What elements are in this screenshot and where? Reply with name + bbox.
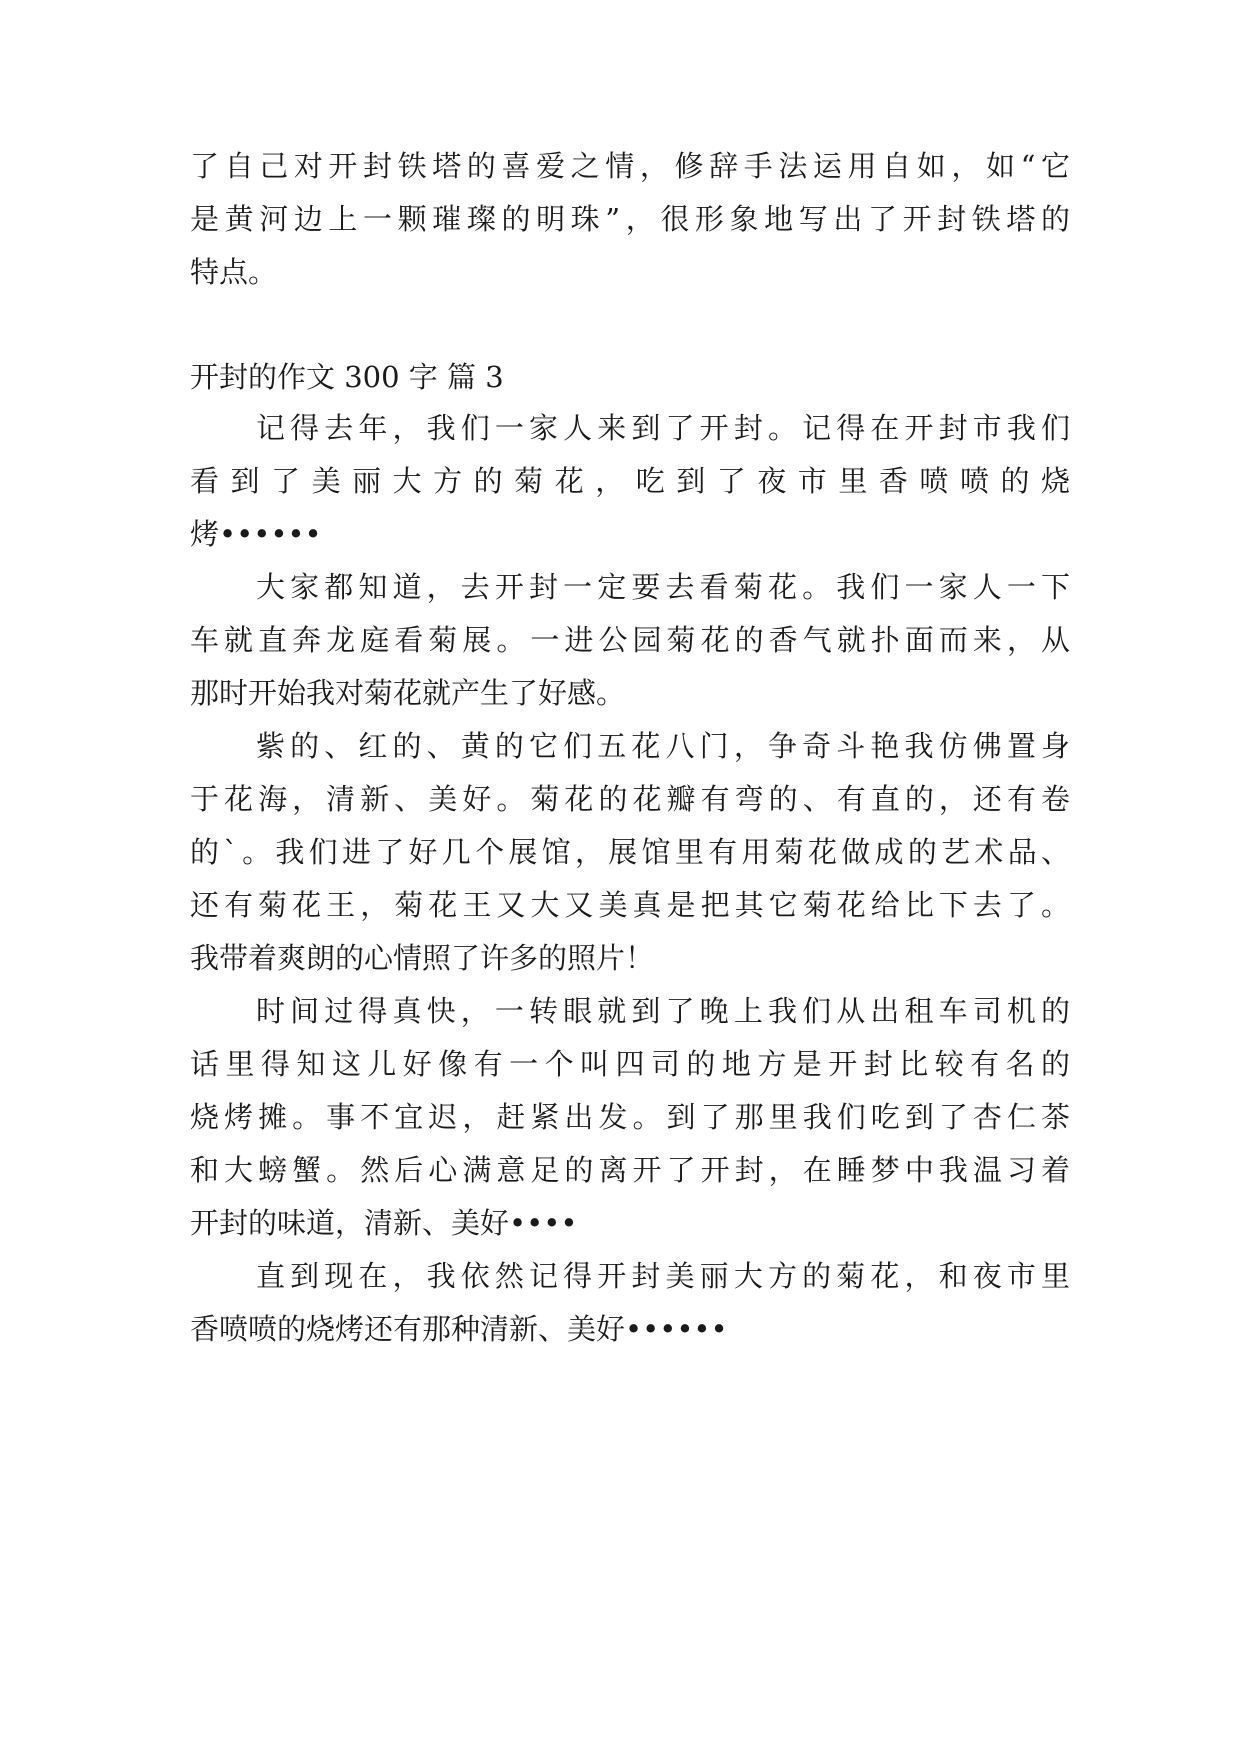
intro-line-2: 是黄河边上一颗璀璨的明珠”，很形象地写出了开封铁塔的 — [190, 202, 1070, 236]
paragraph-3-line-4: 还有菊花王，菊花王又大又美真是把其它菊花给比下去了。 — [190, 888, 1070, 922]
paragraph-3-line-1: 紫的、红的、黄的它们五花八门，争奇斗艳我仿佛置身 — [256, 729, 1070, 763]
paragraph-2-line-2: 车就直奔龙庭看菊展。一进公园菊花的香气就扑面而来，从 — [190, 623, 1070, 657]
intro-line-1: 了自己对开封铁塔的喜爱之情，修辞手法运用自如，如“它 — [190, 149, 1070, 183]
intro-line-3: 特点。 — [190, 255, 278, 289]
section-heading: 开封的作文 300 字 篇 3 — [190, 360, 504, 394]
paragraph-3-line-3: 的`。我们进了好几个展馆，展馆里有用菊花做成的艺术品、 — [190, 835, 1070, 869]
paragraph-3-line-2: 于花海，清新、美好。菊花的花瓣有弯的、有直的，还有卷 — [190, 782, 1070, 816]
paragraph-4-line-2: 话里得知这儿好像有一个叫四司的地方是开封比较有名的 — [190, 1047, 1070, 1081]
paragraph-1-line-2: 看到了美丽大方的菊花，吃到了夜市里香喷喷的烧 — [190, 464, 1070, 498]
paragraph-5-line-2: 香喷喷的烧烤还有那种清新、美好•••••• — [190, 1312, 728, 1346]
paragraph-2-line-1: 大家都知道，去开封一定要去看菊花。我们一家人一下 — [256, 570, 1070, 604]
paragraph-2-line-3: 那时开始我对菊花就产生了好感。 — [190, 676, 626, 710]
paragraph-4-line-5: 开封的味道，清新、美好•••• — [190, 1206, 578, 1240]
paragraph-3-line-5: 我带着爽朗的心情照了许多的照片！ — [190, 941, 655, 975]
paragraph-4-line-1: 时间过得真快，一转眼就到了晚上我们从出租车司机的 — [256, 994, 1070, 1028]
paragraph-1-line-3: 烤•••••• — [190, 517, 322, 551]
paragraph-1-line-1: 记得去年，我们一家人来到了开封。记得在开封市我们 — [256, 411, 1070, 445]
paragraph-4-line-3: 烧烤摊。事不宜迟，赶紧出发。到了那里我们吃到了杏仁茶 — [190, 1100, 1070, 1134]
paragraph-5-line-1: 直到现在，我依然记得开封美丽大方的菊花，和夜市里 — [256, 1259, 1070, 1293]
paragraph-4-line-4: 和大螃蟹。然后心满意足的离开了开封，在睡梦中我温习着 — [190, 1153, 1070, 1187]
